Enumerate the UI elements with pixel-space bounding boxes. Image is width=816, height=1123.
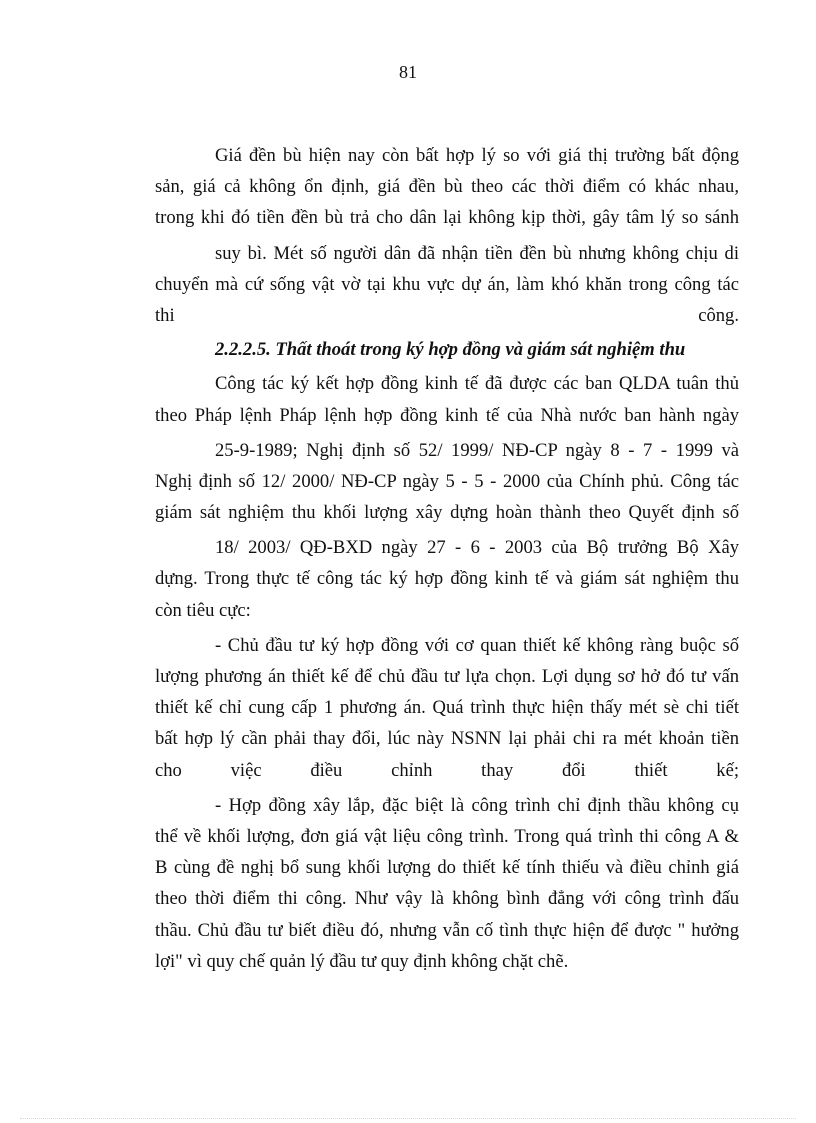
text-line: lượng phương án thiết kế để chủ đầu tư lựa chọn. Lợi dụng sơ hở đó tư vấn	[155, 666, 739, 687]
text-line: chuyển mà cứ sống vật vờ tại khu vực dự án, làm khó khăn trong công tác	[155, 273, 739, 295]
text-line: B cùng đề nghị bổ sung khối lượng do thiết kế tính thiếu và điều chỉnh giá	[155, 857, 739, 879]
text-line: thể về khối lượng, đơn giá vật liệu công trình. Trong quá trình thi công A &	[155, 825, 739, 847]
paragraph-p5	[155, 536, 739, 630]
page-bottom-divider	[20, 1118, 796, 1119]
text-line: thi công.	[155, 304, 739, 326]
text-line: suy bì. Mét số người dân đã nhận tiền đền bù nhưng không chịu di	[215, 242, 739, 264]
text-line: sản, giá cả không ổn định, giá đền bù theo các thời điểm có khác nhau,	[155, 176, 739, 198]
paragraph-p6	[155, 634, 739, 790]
text-line: theo thời điểm thi công. Như vậy là không bình đẳng với công trình đấu	[155, 888, 739, 910]
text-line: giám sát nghiệm thu khối lượng xây dựng hoàn thành theo Quyết định số	[155, 502, 739, 524]
text-line: 25-9-1989; Nghị định số 52/ 1999/ NĐ-CP ngày 8 - 7 - 1999 và	[215, 439, 739, 461]
text-line: dựng. Trong thực tế công tác ký hợp đồng kinh tế và giám sát nghiệm thu	[155, 568, 739, 590]
text-line: 18/ 2003/ QĐ-BXD ngày 27 - 6 - 2003 của Bộ trưởng Bộ Xây	[215, 537, 739, 559]
text-line: Công tác ký kết hợp đồng kinh tế đã được các ban QLDA tuân thủ	[215, 373, 739, 395]
text-line: lợi" vì quy chế quản lý đầu tư quy định không chặt chẽ.	[155, 950, 569, 972]
paragraph-p3	[155, 372, 739, 434]
paragraph-p4	[155, 439, 739, 533]
paragraph-p7	[155, 794, 739, 981]
text-line: Nghị định số 12/ 2000/ NĐ-CP ngày 5 - 5 - 2000 của Chính phủ. Công tác	[155, 470, 739, 492]
text-line: trong khi đó tiền đền bù trả cho dân lại không kịp thời, gây tâm lý so sánh	[155, 207, 739, 229]
text-line: bất hợp lý cần phải thay đổi, lúc này NSNN lại phải chi ra mét khoản tiền	[155, 728, 739, 750]
paragraph-p1	[155, 144, 739, 238]
section-heading	[155, 338, 739, 369]
page-number: 81	[399, 62, 417, 82]
paragraph-p2	[155, 242, 739, 336]
text-line: theo Pháp lệnh Pháp lệnh hợp đồng kinh tế của Nhà nước ban hành ngày	[155, 404, 739, 426]
document-body	[155, 144, 739, 981]
text-line: cho việc điều chỉnh thay đổi thiết kế;	[155, 759, 739, 781]
text-line: Giá đền bù hiện nay còn bất hợp lý so với giá thị trường bất động	[215, 145, 739, 166]
text-line: còn tiêu cực:	[155, 599, 251, 621]
text-line: thiết kế chỉ cung cấp 1 phương án. Quá trình thực hiện thấy mét sè chi tiết	[155, 697, 739, 719]
text-line: - Hợp đồng xây lắp, đặc biệt là công trình chỉ định thầu không cụ	[215, 794, 739, 816]
heading-text: 2.2.2.5. Thất thoát trong ký hợp đồng và giám sát nghiệm thu	[215, 339, 686, 361]
text-line: thầu. Chủ đầu tư biết điều đó, nhưng vẫn cố tình thực hiện để được " hưởng	[155, 919, 739, 941]
text-line: - Chủ đầu tư ký hợp đồng với cơ quan thiết kế không ràng buộc số	[215, 634, 739, 656]
